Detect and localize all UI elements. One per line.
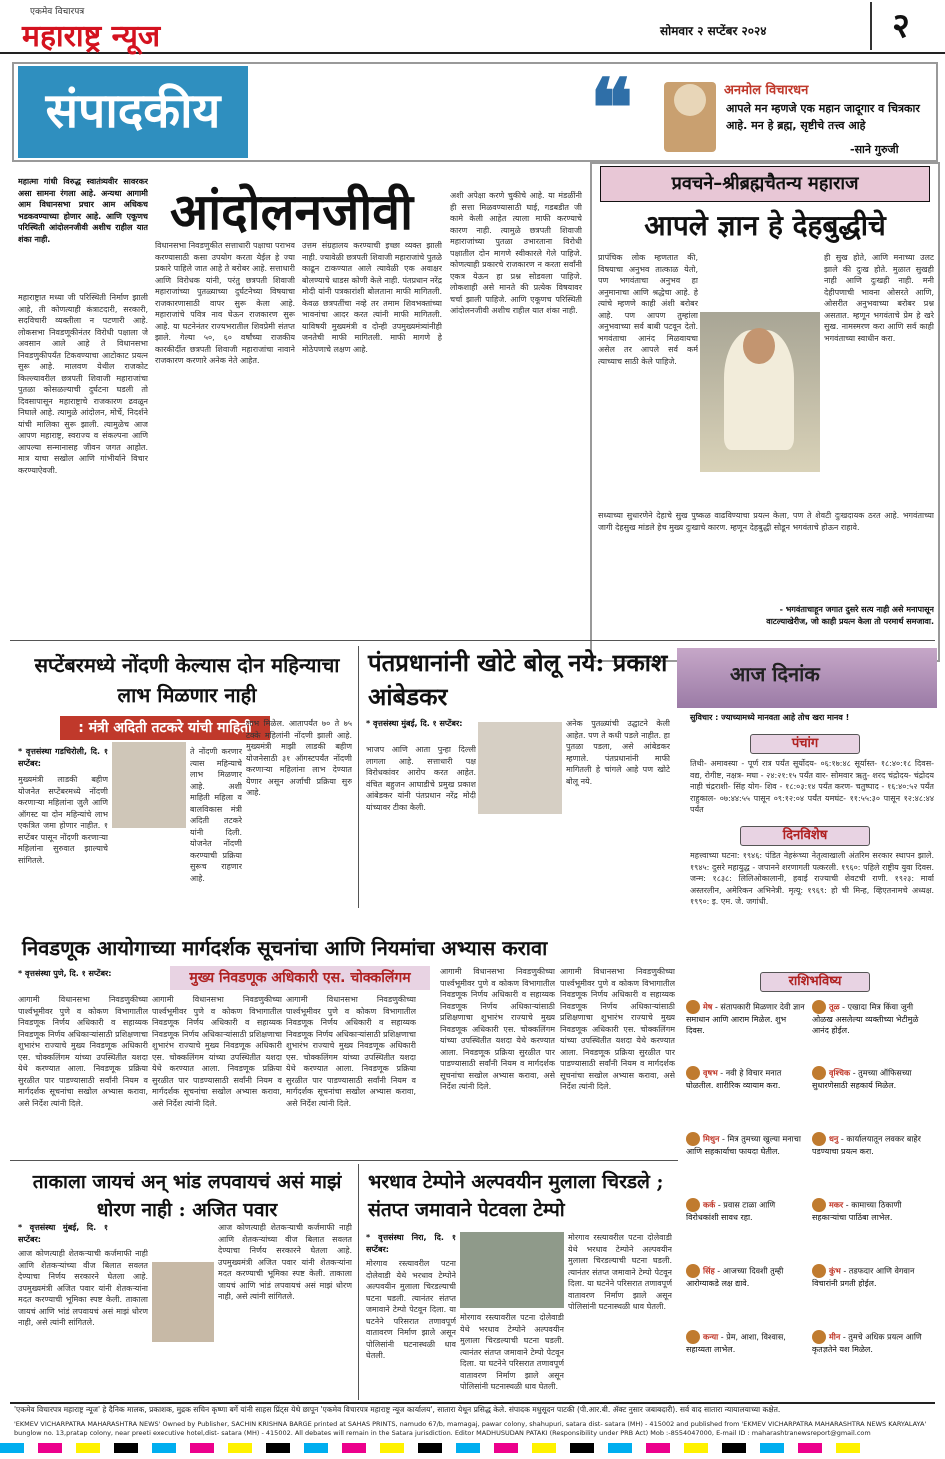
rashi-item: कुंभ - तडफदार आणि वेगवान विचारांनी प्रगती होईल.	[812, 1264, 932, 1326]
rashi-name: कर्क	[703, 1200, 716, 1210]
rashi-name: सिंह	[703, 1266, 715, 1276]
news-text: ते नोंदणी करणार त्यास महिन्याचे लाभ मिळणार आहे. अशी माहिती महिला व बालविकास मंत्री अदिती तटकरे यांनी दिली. योजनेत नोंदणी करण्याची प्रक्रिया सुरूच राहणार आहे.	[190, 747, 242, 883]
vichar-title: अनमोल विचारधन	[724, 83, 809, 98]
editorial-column-1: महाराष्ट्रात मध्या जी परिस्थिती निर्माण झाली आहे, ती कोणत्याही कंत्राटदारी, सरकारी, सदविचारी व्यक्तीला न पटणारी आहे. लोकसभा निवडणूकीनंतर विरोधी पक्षाला जे अवसान आले आहे ते विधानसभा निवडणुकीपर्यंत टिकवण्याचा आटोकाट प्रयत्न सुरू आहे. मालवण येथील राजकोट किल्ल्यावरील छत्रपती शिवाजी महाराजांचा पुतळा कोसळल्याची दुर्घटना घडली तो दिवसापासून महाराष्ट्राचे राजकारण ढवळून निघाले आहे. त्यामुळे आंदोलन, मोर्चे, निदर्शने यांची मालिका सुरू झाली. त्यामुळेच आज आपण महाराष्ट्र, स्वराज्य व संकल्पना आणि आपल्या सन्मानासह जीवन जगत आहोत. मात्र याचा सखोल आणि गांभीर्याने विचार करण्याऐवजी.	[18, 293, 148, 475]
zodiac-icon	[812, 1264, 826, 1278]
news-subbar-tatkare: : मंत्री अदिती तटकरे यांची माहिती	[60, 716, 270, 740]
rashi-name: कुंभ	[829, 1266, 841, 1276]
news-text: आगामी विधानसभा निवडणुकीच्या पार्श्वभूमीवर पुणे व कोकण विभागातील निवडणूक निर्णय अधिकारी व सहाय्यक निवडणूक निर्णय अधिकाऱ्यांसाठी प्रशिक्षणाचा शुभारंभ राज्याचे मुख्य निवडणूक अधिकारी एस. चोक्कलिंगम यांच्या उपस्थितीत यशदा येथे करण्यात आला. निवडणूक प्रक्रिया सुरळीत पार पाडण्यासाठी सर्वांनी नियम व मार्गदर्शक सूचनांचा सखोल अभ्यास करावा, असे निर्देश त्यांनी दिले.	[440, 967, 555, 1091]
dinvishesh-label: दिनविशेष	[740, 826, 870, 846]
rashi-name: वृश्चिक	[829, 1068, 851, 1078]
rashi-item: मकर - कामाच्या ठिकाणी सहकाऱ्यांचा पाठिंबा लाभेल.	[812, 1198, 932, 1260]
divider	[10, 1160, 678, 1161]
vichar-author: -साने गुरुजी	[850, 143, 899, 156]
editorial-lead: महात्मा गांधी विरुद्ध स्वातंत्र्यवीर सावरकर असा सामना रंगला आहे. अन्यथा आगामी आम विधानसभा प्रचार आम अधिकच भडकवण्याच्या होणार आहे. आणि एकूणच परिस्थिती आंदोलनजीवी अशीच राहील यात शंका नाही.	[18, 177, 148, 244]
author-portrait-face	[674, 84, 706, 116]
footer-divider	[10, 1402, 935, 1404]
newspaper-logo: महाराष्ट्र न्यूज	[22, 19, 161, 54]
tempo-fire-photo	[460, 1232, 564, 1308]
news-text: भाजप आणि आता पुन्हा दिल्ली लागला आहे. सत्ताधारी पक्ष विरोधकांवर आरोप करत आहेत. वंचित बहुजन आघाडीचे प्रमुख प्रकाश आंबेडकर यांनी पंतप्रधान नरेंद्र मोदी यांच्यावर टीका केली.	[366, 745, 476, 812]
rashi-item: मेष - संतापकारी मिळणार देवी ज्ञान समाधान आणि आराम मिळेल. शुभ दिवस.	[686, 1000, 806, 1062]
rashi-text: प्रेम, आशा, विश्वास, सहाय्यता लाभेल.	[686, 1332, 786, 1354]
rashi-text: तुमचे अधिक प्रयत्न आणि कृतज्ञतेने यश मिळेल.	[812, 1332, 922, 1354]
rashi-item: वृश्चिक - तुमच्या ऑफिसच्या सुधारणेसाठी सहकार्य मिळेल.	[812, 1066, 932, 1128]
news-subbar-chokkalingam: मुख्य निवडणूक अधिकारी एस. चोक्कलिंगम	[170, 966, 430, 990]
pravachan-text-bottom: सध्याच्या सुधारणेने देहाचे सुख पुष्कळ वाढविण्याचा प्रयत्न केला, पण ते शेवटी दुःखदायक ठरत आहे. भगवंताच्या जागी देहसुख मांडले हेच मुख्य दुःखाचे कारण. म्हणून देहबुद्धी सोडून भगवंताचे होऊन राहावे.	[598, 511, 934, 532]
footer-english: 'EKMEV VICHARPATRA MAHARASHTRA NEWS' Owned by Publisher, SACHIN KRISHNA BARGE printed at SAHAS PRINTS, namudo 67/b, mamagaj, pawar colony, shahupuri, satara dist- satara (MH) - 415002 and published from 'EKMEV VICHARPATRA MAHARASHTRA NEWS KARYALAYA' bunglow no. 13,pratap colony, near preeti executive hotel,dist- satara (MH) - 415002. All debates will remain in the Satara jurisdiction. Editor MADHUSUDAN PATAKI (Responsibility under PRB Act) Mob :-8554047000, E-mail ID : maharashtranewsreport@gmail.com	[14, 1420, 927, 1437]
news-text: आगामी विधानसभा निवडणुकीच्या पार्श्वभूमीवर पुणे व कोकण विभागातील निवडणूक निर्णय अधिकारी व सहाय्यक निवडणूक निर्णय अधिकाऱ्यांसाठी प्रशिक्षणाचा शुभारंभ राज्याचे मुख्य निवडणूक अधिकारी एस. चोक्कलिंगम यांच्या उपस्थितीत यशदा येथे करण्यात आला. निवडणूक प्रक्रिया सुरळीत पार पाडण्यासाठी सर्वांनी नियम व मार्गदर्शक सूचनांचा सखोल अभ्यास करावा, असे निर्देश त्यांनी दिले.	[152, 995, 282, 1108]
issue-date: सोमवार २ सप्टेंबर २०२४	[660, 24, 767, 38]
rashibhavishya-label: राशिभविष्य	[760, 972, 870, 992]
editorial-column-4: अशी अपेक्षा करणे चुकीचे आहे. या मंडळींनी ही सत्ता मिळवण्यासाठी घाई, गडबडीत जी कामे केली आहेत त्याला माफी करण्याचे कारण नाही. त्यामुळे छत्रपती शिवाजी महाराजांच्या पुतळा उभारताना विरोधी पक्षातील दोन मागणे स्वीकारले गेले पाहिजे. कोणत्याही प्रकारचे राजकारण न करता सर्वांनी एकत्र येऊन हा प्रश्न सोडवला पाहिजे. लोकशाही असे मानते की प्रत्येक विषयावर चर्चा झाली पाहिजे. आणि एकूणच परिस्थिती आंदोलनजीवी अशीच राहील यात शंका नाही.	[450, 191, 582, 315]
rashi-name: धनु	[829, 1134, 839, 1144]
news-text: अनेक पुतळ्यांची उद्घाटने केली आहेत. पण ते कधी पडले नाहीत. हा पुतळा पडला, असे आंबेडकर म्हणाले. पंतप्रधानांनी माफी मागितली हे चांगले आहे पण खोटे बोलू नये.	[566, 719, 670, 786]
rashi-name: मकर	[829, 1200, 844, 1210]
panchang-label: पंचांग	[750, 734, 860, 754]
news-text: आज कोणत्याही शेतकऱ्याची कर्जमाफी नाही आणि शेतकऱ्यांच्या वीज बिलात सवलत देण्याचा निर्णय सरकारने घेतला आहे. उपमुख्यमंत्री अजित पवार यांनी शेतकऱ्यांना मदत करण्याची भूमिका स्पष्ट केली. ताकाला जायचं आणि भांडं लपवायचं असं माझं धोरण नाही, असे त्यांनी सांगितले.	[218, 1223, 352, 1301]
zodiac-icon	[812, 1330, 826, 1344]
news-headline-ajit-pawar: ताकाला जायचं अन् भांड लपवायचं असं माझं धोरण नाही : अजित पवार	[32, 1171, 342, 1221]
divider	[358, 646, 359, 908]
divider	[10, 640, 935, 641]
news-headline-ladki-bahin: सप्टेंबरमध्ये नोंदणी केल्यास दोन महिन्याचा लाभ मिळणार नाही	[34, 653, 340, 707]
section-title: संपादकीय	[18, 66, 248, 158]
news-text: आगामी विधानसभा निवडणुकीच्या पार्श्वभूमीवर पुणे व कोकण विभागातील निवडणूक निर्णय अधिकारी व सहाय्यक निवडणूक निर्णय अधिकाऱ्यांसाठी प्रशिक्षणाचा शुभारंभ राज्याचे मुख्य निवडणूक अधिकारी एस. चोक्कलिंगम यांच्या उपस्थितीत यशदा येथे करण्यात आला. निवडणूक प्रक्रिया सुरळीत पार पाडण्यासाठी सर्वांनी नियम व मार्गदर्शक सूचनांचा सखोल अभ्यास करावा, असे निर्देश त्यांनी दिले.	[286, 995, 416, 1108]
rashi-text: एखादा मित्र किंवा जुनी ओळख असलेल्या व्यक्तीच्या भेटीमुळे आनंद होईल.	[812, 1002, 919, 1035]
aaj-dinank-title: आज दिनांक	[730, 662, 820, 686]
editorial-column-2: विधानसभा निवडणुकीत सत्ताधारी पक्षाचा पराभव करण्यासाठी कसा उपयोग करता येईल हे ज्या प्रकारे पाहिले जात आहे ते बरोबर आहे. सत्ताधारी आणि विरोधक यांनी, परंतु छत्रपती शिवाजी महाराजांच्या पुतळ्याच्या दुर्घटनेच्या विषयाचा राजकारणासाठी वापर सुरू केला आहे. महाराजांचे पवित्र नाव घेऊन राजकारण सुरू आहे. या घटनेनंतर राज्यभरातील शिवप्रेमी संतप्त झाले. गेल्या ५०, ६० वर्षांच्या राजकीय कारकीर्दीत छत्रपती शिवाजी महाराजांचा नावाने राजकारण करणारे अनेक नेते आहेत.	[155, 241, 295, 365]
rashi-text: तडफदार आणि वेगवान विचारांनी प्रगती होईल.	[812, 1266, 915, 1288]
zodiac-icon	[812, 1198, 826, 1212]
rashi-name: कन्या	[703, 1332, 719, 1342]
dinvishesh-text: महत्त्वाच्या घटना: १९४६: पंडित नेहरूंच्या नेतृत्वाखाली अंतरिम सरकार स्थापन झाले. १९४५: दुसरे महायुद्ध - जपानने शरणागती पत्करली. १९६०: पहिले राष्ट्रीय युवा दिवस. जन्म: १८३८: लिलिओकालानी, हवाई राज्याची शेवटची राणी. १९२३: मार्वा अस्तरलीन, अमेरिकन अभिनेत्री. मृत्यू: १९६९: हो ची मिन्ह, व्हिएतनामचे अध्यक्ष. १९९०: इ. एम. जे. जगांधी.	[690, 851, 934, 906]
rashi-item: मीन - तुमचे अधिक प्रयत्न आणि कृतज्ञतेने यश मिळेल.	[812, 1330, 932, 1392]
news-text: आगामी विधानसभा निवडणुकीच्या पार्श्वभूमीवर पुणे व कोकण विभागातील निवडणूक निर्णय अधिकारी व सहाय्यक निवडणूक निर्णय अधिकाऱ्यांसाठी प्रशिक्षणाचा शुभारंभ राज्याचे मुख्य निवडणूक अधिकारी एस. चोक्कलिंगम यांच्या उपस्थितीत यशदा येथे करण्यात आला. निवडणूक प्रक्रिया सुरळीत पार पाडण्यासाठी सर्वांनी नियम व मार्गदर्शक सूचनांचा सखोल अभ्यास करावा, असे निर्देश त्यांनी दिले.	[18, 995, 148, 1108]
news-text: मोरगाव रस्त्यावरील पटना दोलेवाडी येथे भरधाव टेम्पोने अल्पवयीन मुलाला चिरडल्याची घटना घडली. त्यानंतर संतप्त जमावाने टेम्पो पेटवून दिला. या घटनेने परिसरात तणावपूर्ण वातावरण निर्माण झाले असून पोलिसांनी घटनास्थळी धाव घेतली.	[568, 1233, 672, 1311]
news-headline-election: निवडणूक आयोगाच्या मार्गदर्शक सूचनांचा आणि नियमांचा अभ्यास करावा	[22, 936, 548, 960]
rashi-text: कामाच्या ठिकाणी सहकाऱ्यांचा पाठिंबा लाभेल.	[812, 1200, 902, 1222]
editorial-headline: आंदोलनजीवी	[170, 182, 414, 241]
news-text: लाभ मिळेल. आतापर्यंत ७० ते ७५ टक्के महिलांनी नोंदणी झाली आहे. मुख्यमंत्री माझी लाडकी बहीण योजनेसाठी ३१ ऑगस्टपर्यंत नोंदणी करणाऱ्या महिलांना लाभ देण्यात येणार असून अर्जाची प्रक्रिया सुरु आहे.	[246, 719, 352, 797]
news-text: मोरगाव रस्त्यावरील पटना दोलेवाडी येथे भरधाव टेम्पोने अल्पवयीन मुलाला चिरडल्याची घटना घडली. त्यानंतर संतप्त जमावाने टेम्पो पेटवून दिला. या घटनेने परिसरात तणावपूर्ण वातावरण निर्माण झाले असून पोलिसांनी घटनास्थळी धाव घेतली.	[366, 1259, 456, 1360]
news-text: आगामी विधानसभा निवडणुकीच्या पार्श्वभूमीवर पुणे व कोकण विभागातील निवडणूक निर्णय अधिकारी व सहाय्यक निवडणूक निर्णय अधिकाऱ्यांसाठी प्रशिक्षणाचा शुभारंभ राज्याचे मुख्य निवडणूक अधिकारी एस. चोक्कलिंगम यांच्या उपस्थितीत यशदा येथे करण्यात आला. निवडणूक प्रक्रिया सुरळीत पार पाडण्यासाठी सर्वांनी नियम व मार्गदर्शक सूचनांचा सखोल अभ्यास करावा, असे निर्देश त्यांनी दिले.	[560, 967, 675, 1091]
divider	[358, 1164, 359, 1400]
editorial-column-3: उत्तम संग्रहालय करण्याची इच्छा व्यक्त झाली नाही. ज्यावेळी छत्रपती शिवाजी महाराजांचे पुतळे काढून टाकण्यात आले त्यावेळी एक अवाक्षर बोलण्याचे धाडस कोणी केले नाही. पंतप्रधान नरेंद्र मोदी यांनी पत्रकारांशी बोलताना माफी मागितली. केवळ छत्रपतींचा नव्हे तर तमाम शिवभक्तांच्या भावनांचा आदर करत त्यांनी माफी मागितली. याविषयी मुख्यमंत्री व दोन्ही उपमुख्यमंत्र्यांनीही जनतेची माफी मागितली. माफी मागणे हे मोठेपणाचे लक्षण आहे.	[302, 241, 442, 354]
suvichar: सुविचार : ज्याच्यामध्ये मानवता आहे तोच खरा मानव !	[690, 713, 850, 722]
zodiac-icon	[686, 1132, 700, 1146]
footer-marathi: 'एकमेव विचारपत्र महाराष्ट्र न्यूज' हे दैनिक मालक, प्रकाशक, मुद्रक सचिन कृष्णा बर्गे यांनी साहस प्रिंट्स येथे छापून 'एकमेव विचारपत्र महाराष्ट्र न्यूज कार्यालय', सातारा येथून प्रसिद्ध केले. संपादक मधुसूदन पाटकी (पी.आर.बी. ॲक्ट नुसार जबाबदारी). सर्व वाद सातारा न्यायालयाच्या कक्षेत.	[14, 1405, 781, 1414]
news-headline-tempo: भरधाव टेम्पोने अल्पवयीन मुलाला चिरडले ; संतप्त जमावाने पेटवला टेम्पो	[368, 1171, 664, 1221]
news-headline-ambedkar: पंतप्रधानांनी खोटे बोलू नये: प्रकाश आंबेडकर	[368, 648, 668, 711]
rashi-text: मित्र तुमच्या खुल्या मनाचा आणि सहकार्याचा फायदा घेतील.	[686, 1134, 801, 1156]
zodiac-icon	[686, 1264, 700, 1278]
news-dateline: * वृत्तसंस्था पुणे, दि. १ सप्टेंबर:	[18, 969, 112, 978]
zodiac-icon	[686, 1000, 700, 1014]
prakash-ambedkar-photo	[478, 722, 562, 814]
zodiac-icon	[812, 1000, 826, 1014]
news-text: आज कोणत्याही शेतकऱ्याची कर्जमाफी नाही आणि शेतकऱ्यांच्या वीज बिलात सवलत देण्याचा निर्णय सरकारने घेतला आहे. उपमुख्यमंत्री अजित पवार यांनी शेतकऱ्यांना मदत करण्याची भूमिका स्पष्ट केली. ताकाला जायचं आणि भांडं लपवायचं असं माझं धोरण नाही, असे त्यांनी सांगितले.	[18, 1249, 148, 1327]
news-text: मुख्यमंत्री लाडकी बहीण योजनेत सप्टेंबरमध्ये नोंदणी करणाऱ्या महिलांना जुलै आणि ऑगस्ट या दोन महिन्यांचे लाभ एकत्रित जमा होणार नाहीत. १ सप्टेंबर पासून नोंदणी करणाऱ्या महिलांना सुरुवात झाल्याचे सांगितले.	[18, 775, 108, 865]
rashi-item: तूळ - एखादा मित्र किंवा जुनी ओळख असलेल्या व्यक्तीच्या भेटीमुळे आनंद होईल.	[812, 1000, 932, 1062]
rashi-text: संतापकारी मिळणार देवी ज्ञान समाधान आणि आराम मिळेल. शुभ दिवस.	[686, 1002, 805, 1035]
zodiac-icon	[812, 1066, 826, 1080]
quote-icon: ❝	[590, 61, 634, 155]
rashi-name: तूळ	[829, 1002, 840, 1012]
pravachan-text-right: ही सुख होते, आणि मनाच्या उलट झाले की दुःख होते. मुळात सुखही नाही आणि दुःखही नाही. मनी देहीपणाची भावना ओसरते आणि, ओसरीत अनुभवाच्या बरोबर प्रश्न असतात. म्हणून भगवंताचे प्रेम हे खरे सुख. नामस्मरण करा आणि सर्व काही भगवंताच्या स्वाधीन करा.	[824, 253, 934, 343]
pravachan-title: आपले ज्ञान हे देहबुद्धीचे	[644, 209, 886, 242]
pravachan-quote: - भगवंताचाहून जगात दुसरे सत्य नाही असे मनापासून वाटल्याखेरीज, जो काही प्रयत्न केला तो परमार्थ समजावा.	[766, 605, 934, 626]
news-dateline: * वृत्तसंस्था मुंबई, दि. १ सप्टेंबर:	[18, 1223, 108, 1244]
rashi-item: कन्या - प्रेम, आशा, विश्वास, सहाय्यता लाभेल.	[686, 1330, 806, 1392]
rashi-text: तुमच्या ऑफिसच्या सुधारणेसाठी सहकार्य मिळेल.	[812, 1068, 912, 1090]
print-color-bar	[0, 1438, 945, 1448]
panchang-text: तिथी- अमावस्या - पूर्ण रात्र पर्यंत सूर्योदय- ०६:१७:४८ सूर्यास्त- १८:४०:१८ दिवस- वद्य, रोगीष्ट, नक्षत्र- मघा - २४:२१:१५ पर्यंत वार- सोमवार ऋतु- शरद चंद्रोदय- चंद्रोदय नाही चंद्रराशी- सिंह योग- शिव - १८:०३:१४ पर्यंत करण- चतुष्पाद - १६:४०:५२ पर्यंत राहुकाल- ०७:४४:५५ पासून ०९:१२:०४ पर्यंत यमघंट- ११:५५:३० पासून १२:४८:४४ पर्यंत	[690, 759, 934, 814]
masthead-tagline: एकमेव विचारपत्र	[30, 7, 85, 17]
rashi-text: आजच्या दिवशी तुम्ही आरोग्याकडे लक्ष द्यावे.	[686, 1266, 784, 1288]
pravachan-text-left: प्रापंचिक लोक म्हणतात की, विषयाचा अनुभव तात्काळ येतो, पण भगवंताचा अनुभव हा अनुमानाचा आणि श्रद्धेचा आहे. हे त्यांचे म्हणणे काही अंशी बरोबर आहे. पण आपण तुम्हांला अनुभवाच्या सर्व बाबी पटवून देतो. भगवंताचा आनंद मिळवायचा असेल तर आपले सर्व कर्म त्याच्याच साठी केले पाहिजे.	[598, 253, 698, 366]
rashi-item: धनु - कार्यालयातून लवकर बाहेर पडण्याचा प्रयत्न करा.	[812, 1132, 932, 1194]
rashi-item: सिंह - आजच्या दिवशी तुम्ही आरोग्याकडे लक्ष द्यावे.	[686, 1264, 806, 1326]
zodiac-icon	[686, 1330, 700, 1344]
pravachan-heading: प्रवचने–श्रीब्रह्मचैतन्य महाराज	[600, 166, 930, 202]
ajit-pawar-photo	[152, 1262, 214, 1342]
vichar-text: आपले मन म्हणजे एक महान जादूगार व चित्रकार आहे. मन हे ब्रह्म, सृष्टीचे तत्त्व आहे	[726, 102, 920, 132]
rashi-name: मिथुन	[703, 1134, 720, 1144]
rashi-name: मेष	[703, 1002, 713, 1012]
zodiac-icon	[812, 1132, 826, 1146]
saint-photo-face	[743, 328, 775, 364]
rashi-item: मिथुन - मित्र तुमच्या खुल्या मनाचा आणि सहकार्याचा फायदा घेतील.	[686, 1132, 806, 1194]
zodiac-icon	[686, 1198, 700, 1212]
rashi-item: कर्क - प्रवास टाळा आणि विरोधकांशी सावध रहा.	[686, 1198, 806, 1260]
rashi-text: नवी हे विचार मनात घोळतील. शारीरिक व्यायाम करा.	[686, 1068, 782, 1090]
page-number: २	[870, 2, 930, 50]
news-dateline: * वृत्तसंस्था मुंबई, दि. १ सप्टेंबर:	[366, 719, 463, 728]
rashi-text: प्रवास टाळा आणि विरोधकांशी सावध रहा.	[686, 1200, 776, 1222]
rashi-text: कार्यालयातून लवकर बाहेर पडण्याचा प्रयत्न करा.	[812, 1134, 921, 1156]
news-dateline: * वृत्तसंस्था निरा, दि. १ सप्टेंबर:	[366, 1233, 456, 1254]
rashi-name: वृषभ	[703, 1068, 718, 1078]
rashi-item: वृषभ - नवी हे विचार मनात घोळतील. शारीरिक व्यायाम करा.	[686, 1066, 806, 1128]
news-text: मोरगाव रस्त्यावरील पटना दोलेवाडी येथे भरधाव टेम्पोने अल्पवयीन मुलाला चिरडल्याची घटना घडली. त्यानंतर संतप्त जमावाने टेम्पो पेटवून दिला. या घटनेने परिसरात तणावपूर्ण वातावरण निर्माण झाले असून पोलिसांनी घटनास्थळी धाव घेतली.	[460, 1313, 564, 1391]
zodiac-icon	[686, 1066, 700, 1080]
news-dateline: * वृत्तसंस्था गडचिरोली, दि. १ सप्टेंबर:	[18, 747, 108, 768]
rashi-name: मीन	[829, 1332, 841, 1342]
